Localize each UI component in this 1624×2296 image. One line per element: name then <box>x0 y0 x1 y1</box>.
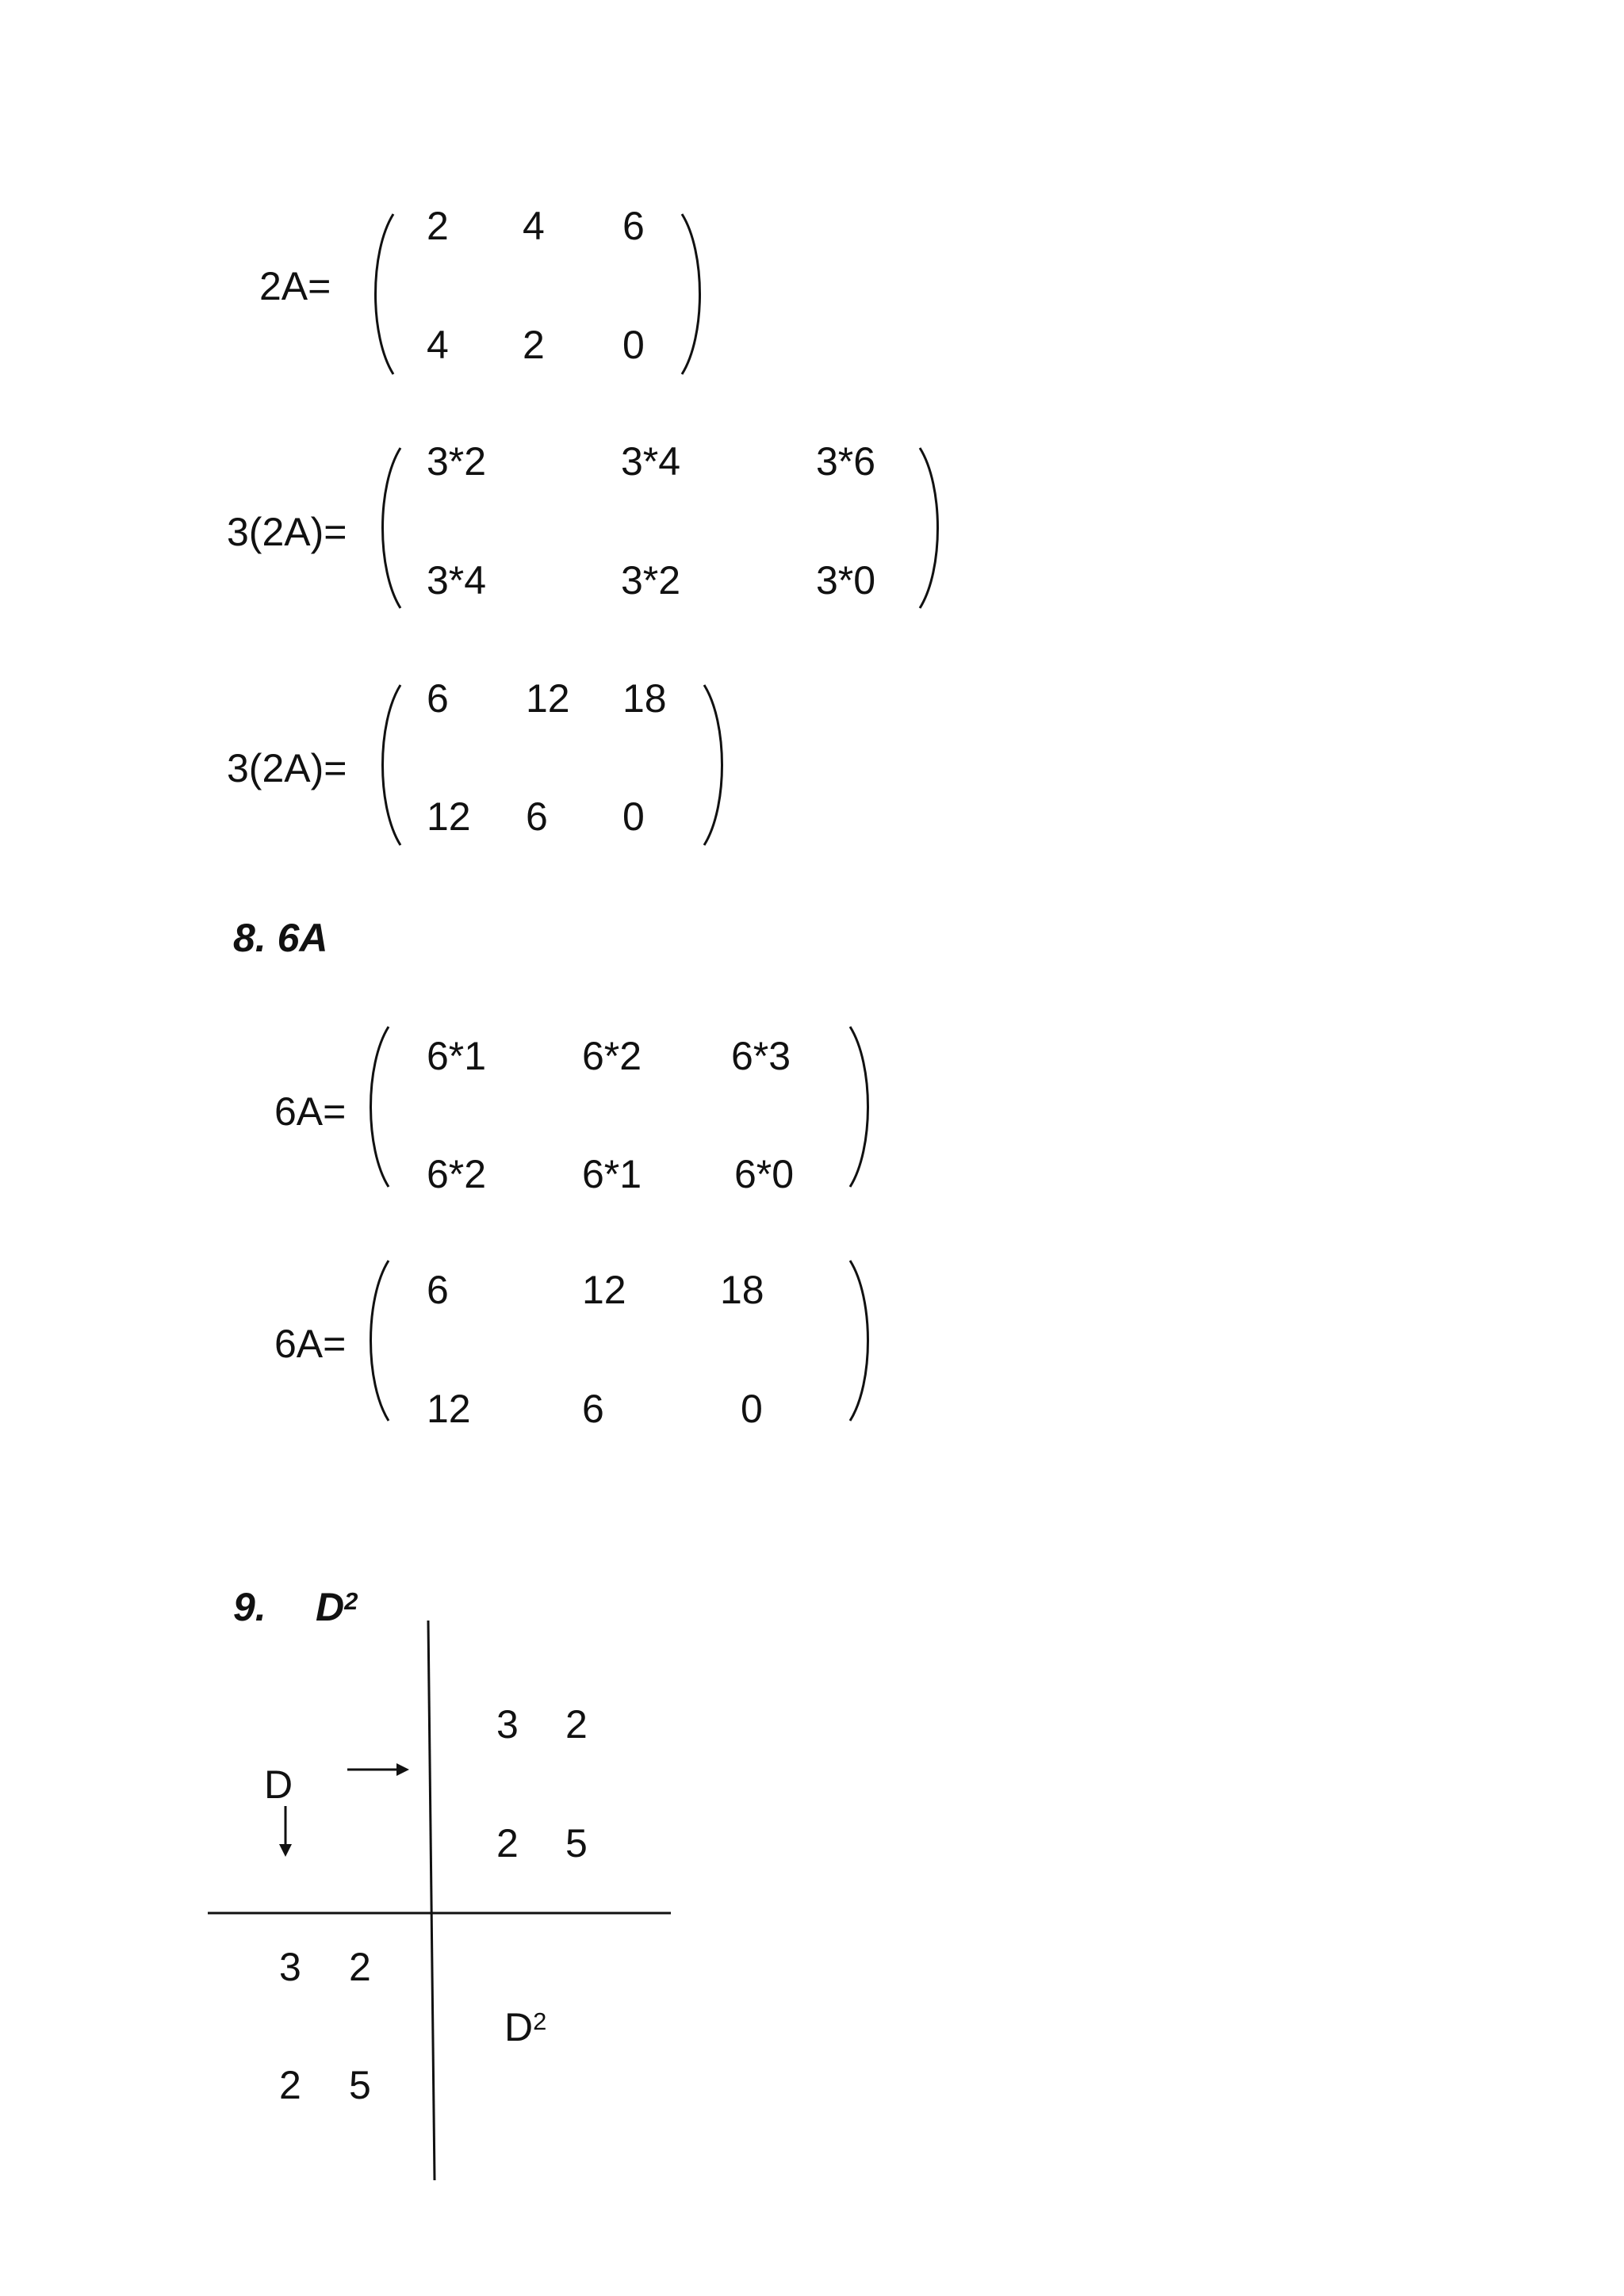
top-matrix-cell: 2 <box>496 1821 519 1866</box>
matrix-cell: 6 <box>427 1268 449 1312</box>
matrix-label: 6A= <box>274 1089 347 1134</box>
matrix-cell: 3*6 <box>816 439 876 484</box>
matrix-cell: 0 <box>622 323 645 367</box>
result-label-base: D <box>504 2005 534 2049</box>
section-heading-8: 8. 6A <box>233 916 328 960</box>
right-arrow-icon <box>396 1763 412 1776</box>
top-matrix-cell: 2 <box>565 1702 588 1747</box>
matrix-cell: 6*1 <box>427 1034 487 1078</box>
result-label-d-squared <box>504 2007 546 2047</box>
matrix-cell: 3*4 <box>621 439 681 484</box>
matrix-label: 6A= <box>274 1322 347 1366</box>
result-label-exponent: 2 <box>533 2007 547 2036</box>
matrix-cell: 6*0 <box>734 1152 795 1196</box>
left-matrix-cell: 5 <box>349 2063 371 2107</box>
left-matrix-cell: 2 <box>349 1945 371 1989</box>
matrix-label: 3(2A)= <box>227 746 347 790</box>
matrix-cell: 2 <box>523 323 545 367</box>
matrix-cell: 6*2 <box>427 1152 487 1196</box>
matrix-cell: 18 <box>720 1268 764 1312</box>
matrix-cell: 4 <box>427 323 449 367</box>
matrix-cell: 2 <box>427 204 449 248</box>
section-title-base: D <box>316 1585 345 1629</box>
matrix-cell: 6*2 <box>582 1034 642 1078</box>
matrix-cell: 6 <box>427 676 449 721</box>
row-operand-label: D <box>264 1762 293 1807</box>
matrix-cell: 12 <box>427 1387 471 1431</box>
matrix-cell: 12 <box>427 794 471 839</box>
matrix-cell: 6*1 <box>582 1152 642 1196</box>
left-matrix-cell: 3 <box>279 1945 301 1989</box>
matrix-cell: 0 <box>741 1387 763 1431</box>
matrix-cell: 3*0 <box>816 558 876 603</box>
matrix-cell: 12 <box>582 1268 626 1312</box>
top-matrix-cell: 3 <box>496 1702 519 1747</box>
matrix-cell: 4 <box>523 204 545 248</box>
matrix-label: 3(2A)= <box>227 510 347 554</box>
left-matrix-cell: 2 <box>279 2063 301 2107</box>
matrix-cell: 6 <box>582 1387 604 1431</box>
matrix-cell: 6*3 <box>731 1034 791 1078</box>
matrix-cell: 3*4 <box>427 558 487 603</box>
matrix-cell: 3*2 <box>621 558 681 603</box>
grid-vertical-line <box>428 1621 435 2180</box>
section-number-9: 9. <box>233 1585 266 1629</box>
matrix-cell: 12 <box>526 676 570 721</box>
matrix-cell: 0 <box>622 794 645 839</box>
top-matrix-cell: 5 <box>565 1821 588 1866</box>
matrix-cell: 18 <box>622 676 667 721</box>
matrix-label: 2A= <box>259 264 331 308</box>
section-title-exponent: 2 <box>344 1587 358 1616</box>
down-arrow-icon <box>279 1844 292 1860</box>
matrix-cell: 6 <box>622 204 645 248</box>
matrix-cell: 3*2 <box>427 439 487 484</box>
matrix-cell: 6 <box>526 794 548 839</box>
